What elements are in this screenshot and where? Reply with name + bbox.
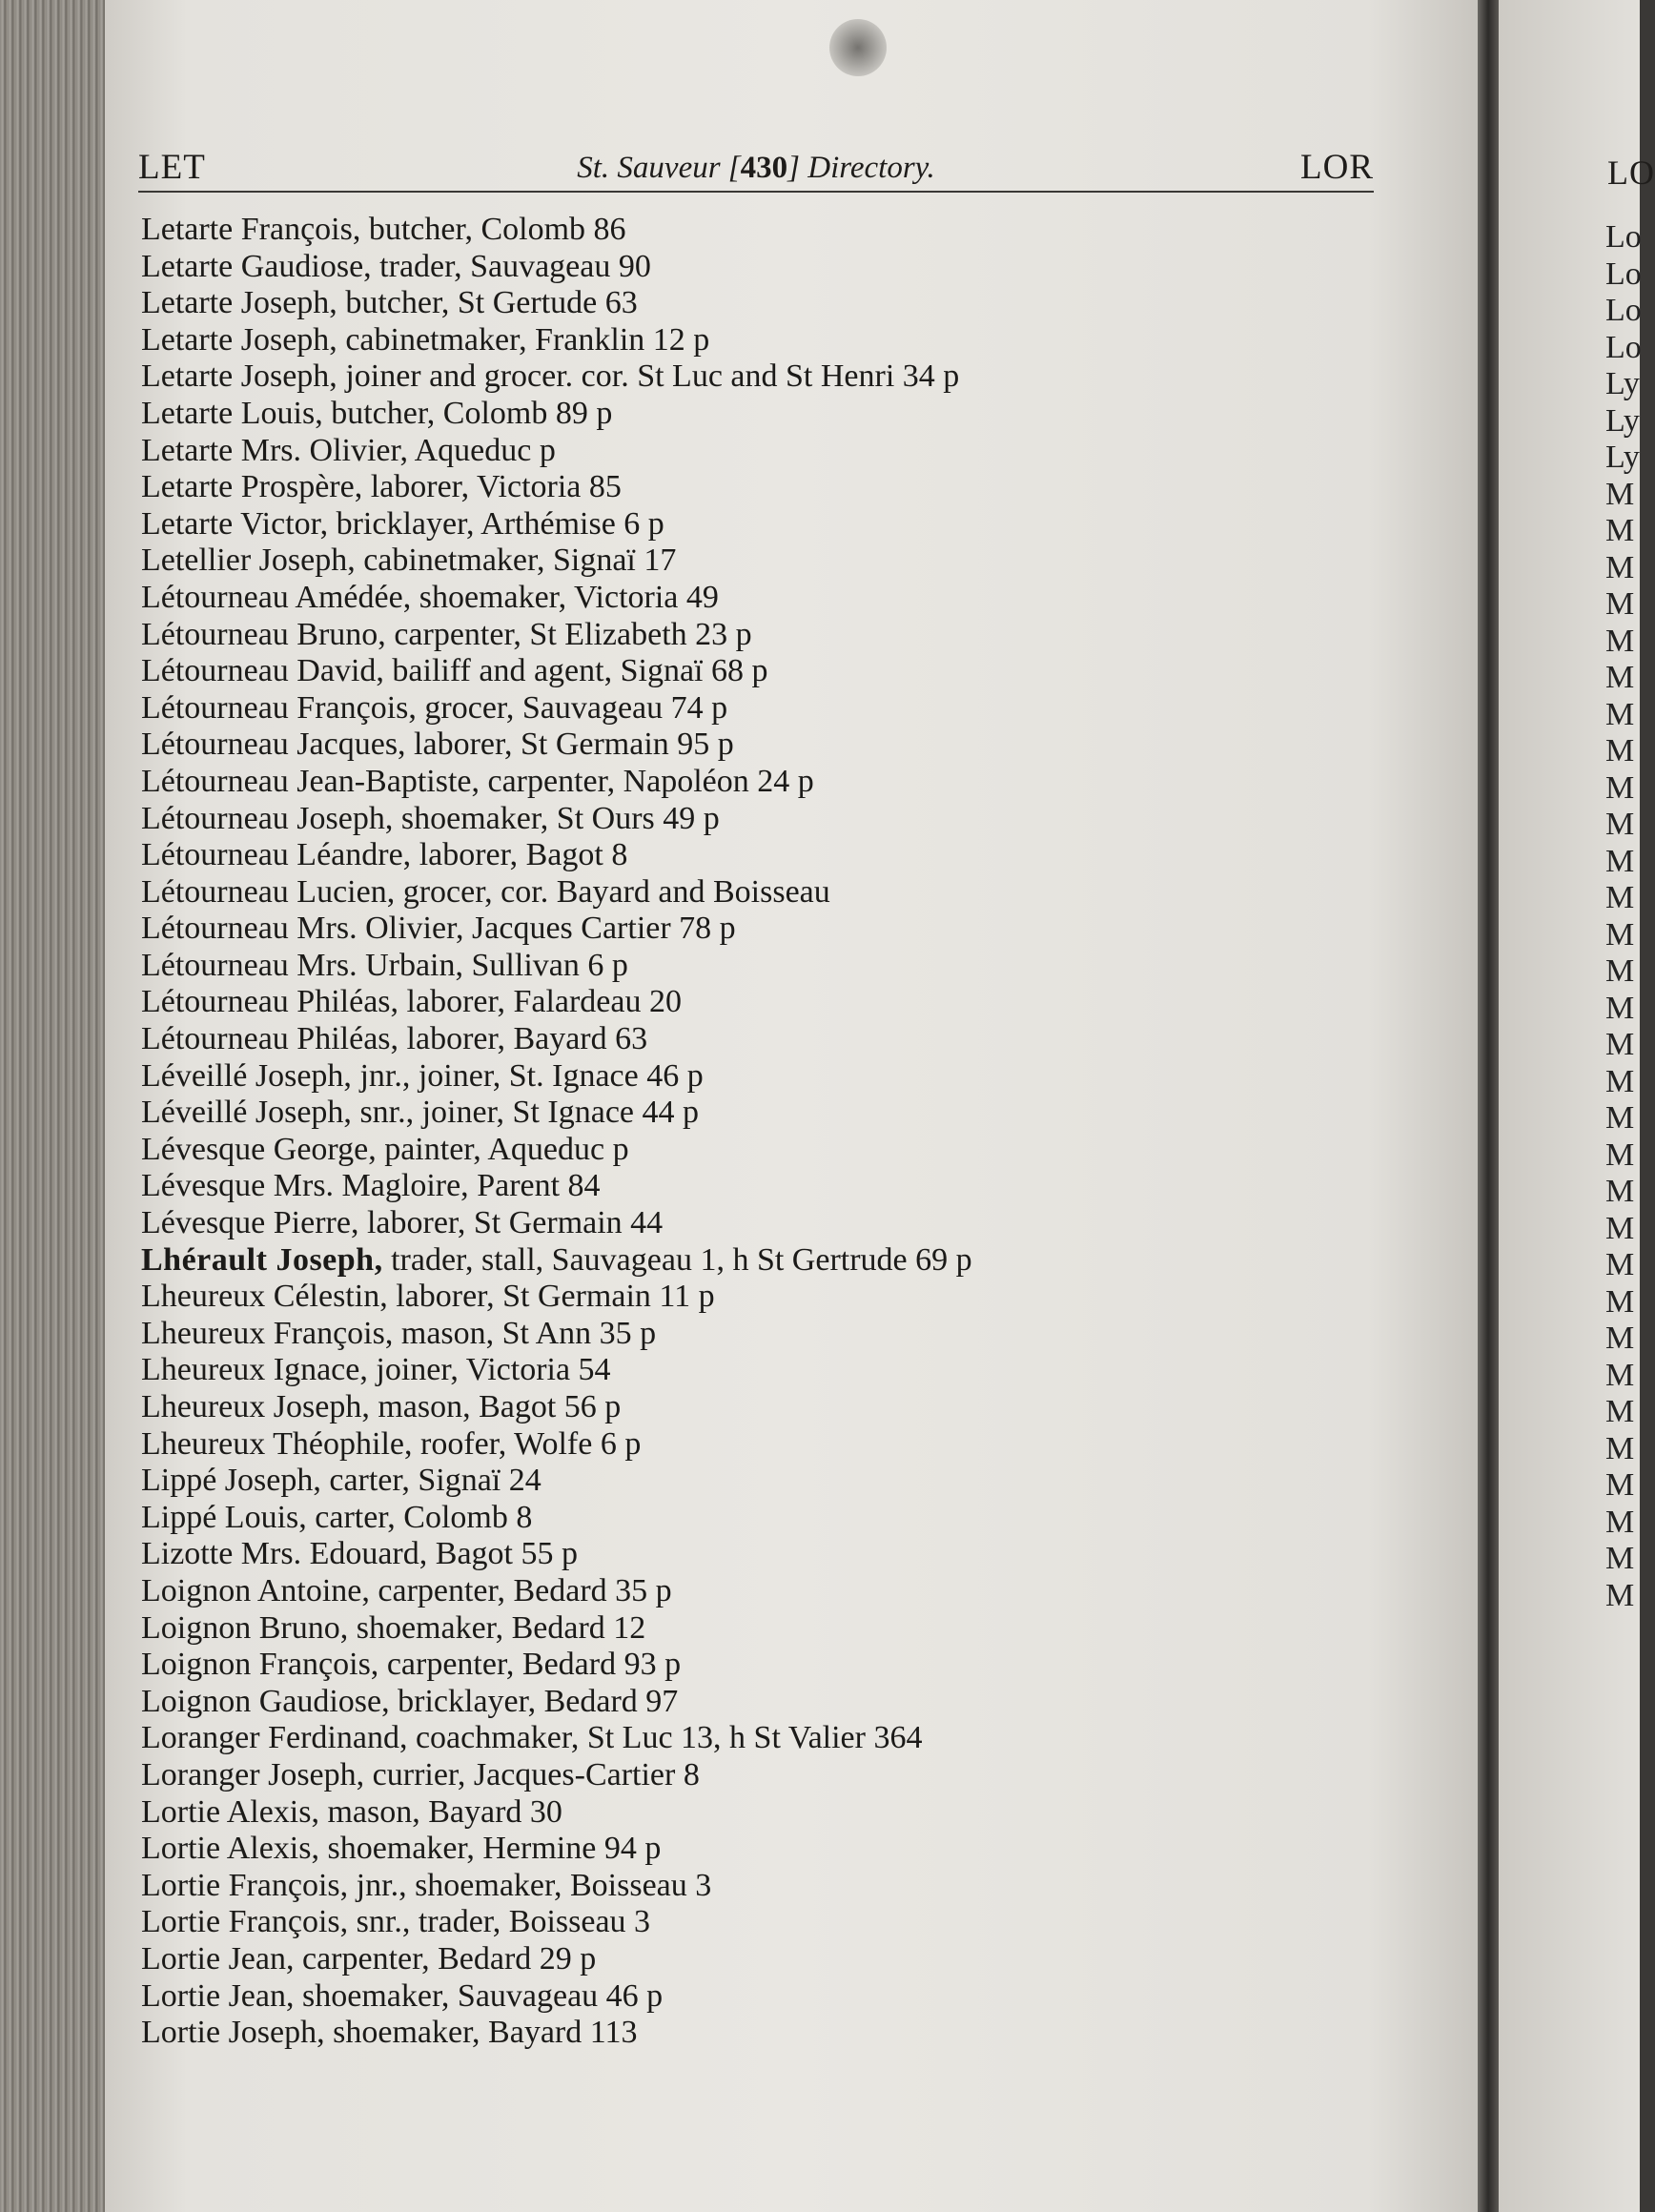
next-page-entries: [1605, 219, 1642, 1614]
entry-name: Létourneau Léandre,: [141, 837, 412, 873]
directory-entry: [141, 1021, 1380, 1058]
directory-entry: [141, 322, 1380, 359]
entry-name: Létourneau Lucien,: [141, 873, 396, 910]
next-page-entry-stub: Lo: [1605, 293, 1642, 328]
entry-details: trader, Sauvageau 90: [371, 248, 651, 284]
next-page-entry-stub: M: [1605, 1247, 1635, 1282]
entry-name: Lheureux Ignace,: [141, 1352, 368, 1388]
directory-entry: [141, 1389, 1380, 1426]
directory-entry: [141, 1095, 1380, 1132]
next-page-entry-stub: M: [1605, 660, 1635, 695]
next-page-entry-stub: M: [1605, 1137, 1635, 1173]
entry-details: grocer, cor. Bayard and Boisseau: [395, 873, 830, 910]
directory-entry: [141, 911, 1380, 948]
next-page-entry-stub: M: [1605, 1467, 1635, 1503]
directory-entry: [141, 580, 1380, 617]
entry-details: roofer, Wolfe 6 p: [412, 1425, 642, 1462]
next-page-entry-stub: M: [1605, 1577, 1635, 1613]
next-page-entry-stub: M: [1605, 1100, 1635, 1136]
entry-details: shoemaker, St Ours 49 p: [393, 800, 720, 836]
directory-entry: [141, 396, 1380, 433]
entry-details: Sullivan 6 p: [463, 947, 628, 983]
next-page-entry-stub: M: [1605, 1027, 1635, 1062]
entry-name: Létourneau Philéas,: [141, 1021, 399, 1057]
entry-name: Léveillé Joseph,: [141, 1057, 352, 1094]
entry-details: laborer, Falardeau 20: [398, 984, 682, 1020]
entry-details: shoemaker, Sauvageau 46 p: [294, 1977, 664, 2014]
entry-details: carpenter, Bedard 93 p: [378, 1647, 682, 1683]
entry-details: laborer, Victoria 85: [362, 469, 622, 505]
directory-entry: [141, 1352, 1380, 1389]
entry-name: Lortie François,: [141, 1867, 349, 1903]
directory-entry: [141, 212, 1380, 249]
entry-details: snr., joiner, St Ignace 44 p: [351, 1095, 700, 1131]
entry-name: Léveillé Joseph,: [141, 1095, 352, 1131]
entry-name: Letarte François,: [141, 212, 361, 247]
entry-name: Létourneau Joseph,: [141, 800, 394, 836]
directory-entry: [141, 1941, 1380, 1978]
header-title: [138, 151, 1374, 186]
entry-name: Lévesque George,: [141, 1131, 377, 1167]
entry-name: Lheureux Joseph,: [141, 1389, 370, 1424]
entry-details: Jacques Cartier 78 p: [463, 911, 736, 947]
next-page-entry-stub: M: [1605, 1504, 1635, 1540]
directory-entry: [141, 874, 1380, 911]
directory-entry: [141, 617, 1380, 654]
entry-name: Lizotte Mrs. Edouard,: [141, 1536, 428, 1572]
directory-entry: [141, 727, 1380, 764]
directory-entry: [141, 285, 1380, 322]
entry-name: Letellier Joseph,: [141, 543, 356, 579]
directory-entry: [141, 1684, 1380, 1721]
next-page-entry-stub: M: [1605, 1321, 1635, 1356]
entry-details: Bagot 55 p: [427, 1536, 578, 1572]
next-page-entry-stub: M: [1605, 623, 1635, 659]
next-page-entry-stub: Ly: [1605, 366, 1640, 401]
entry-name: Létourneau Jacques,: [141, 727, 406, 763]
entry-name: Létourneau Jean-Baptiste,: [141, 763, 480, 799]
entry-name: Lheureux Théophile,: [141, 1425, 413, 1462]
directory-entry: [141, 1647, 1380, 1684]
directory-entry: [141, 764, 1380, 801]
next-page-entry-stub: M: [1605, 1430, 1635, 1466]
next-page-entry-stub: M: [1605, 843, 1635, 879]
entry-details: mason, Bayard 30: [318, 1793, 562, 1830]
header-left-guide: LET: [138, 148, 206, 187]
entry-details: laborer, Bayard 63: [398, 1021, 648, 1057]
entry-name: Lévesque Pierre,: [141, 1205, 359, 1241]
directory-entry: [141, 433, 1380, 470]
directory-entry: [141, 837, 1380, 874]
entry-name: Lhérault Joseph,: [141, 1241, 383, 1278]
next-page-header: LO: [1607, 154, 1655, 192]
directory-entry: [141, 1279, 1380, 1316]
entry-details: jnr., shoemaker, Boisseau 3: [348, 1867, 712, 1903]
directory-entry: [141, 948, 1380, 985]
directory-entry: [141, 1205, 1380, 1242]
entry-details: painter, Aqueduc p: [376, 1131, 629, 1167]
entry-details: carpenter, Napoléon 24 p: [479, 763, 814, 799]
entry-details: bricklayer, Arthémise 6 p: [328, 505, 664, 542]
book-page-edges: [0, 0, 105, 2212]
entry-name: Letarte Gaudiose,: [141, 248, 372, 284]
entry-details: joiner and grocer. cor. St Luc and St Henri 34 p: [337, 358, 960, 395]
header-title-prefix: St. Sauveur [: [577, 151, 741, 185]
entry-details: bricklayer, Bedard 97: [389, 1683, 679, 1719]
next-page-entry-stub: M: [1605, 586, 1635, 622]
directory-entry: [141, 1904, 1380, 1941]
entry-name: Letarte Louis,: [141, 395, 323, 431]
entry-details: laborer, St Germain 95 p: [405, 727, 734, 763]
directory-entry: [141, 543, 1380, 580]
entry-name: Letarte Victor,: [141, 505, 329, 542]
entry-name: Loignon François,: [141, 1647, 379, 1683]
entry-details: laborer, St Germain 44: [358, 1205, 664, 1241]
entry-details: mason, St Ann 35 p: [393, 1315, 657, 1351]
entry-name: Letarte Joseph,: [141, 358, 337, 395]
entry-details: joiner, Victoria 54: [367, 1352, 611, 1388]
entry-details: Aqueduc p: [408, 432, 556, 468]
entry-name: Létourneau Philéas,: [141, 984, 399, 1020]
entry-name: Loignon Antoine,: [141, 1572, 370, 1608]
next-page-entry-stub: M: [1605, 696, 1635, 732]
entry-details: butcher, Colomb 86: [360, 212, 626, 247]
directory-entry: [141, 1978, 1380, 2016]
entry-details: laborer, Bagot 8: [411, 837, 628, 873]
directory-entry: [141, 801, 1380, 838]
entry-name: Létourneau François,: [141, 689, 417, 726]
entry-name: Letarte Mrs. Olivier,: [141, 432, 408, 468]
entry-name: Loranger Ferdinand,: [141, 1720, 408, 1756]
directory-entry: [141, 358, 1380, 396]
directory-entry: [141, 1132, 1380, 1169]
entry-details: shoemaker, Bedard 12: [348, 1609, 646, 1646]
entry-details: coachmaker, St Luc 13, h St Valier 364: [407, 1720, 923, 1756]
entry-name: Létourneau David,: [141, 653, 384, 689]
entry-details: currier, Jacques-Cartier 8: [364, 1756, 700, 1792]
entry-name: Lheureux François,: [141, 1315, 394, 1351]
next-page-entry-stub: M: [1605, 476, 1635, 512]
next-page-entry-stub: Lo: [1605, 256, 1642, 292]
entry-name: Létourneau Mrs. Urbain,: [141, 947, 464, 983]
entry-name: Letarte Prospère,: [141, 469, 363, 505]
directory-entry: [141, 984, 1380, 1021]
next-page-entry-stub: M: [1605, 733, 1635, 768]
entry-name: Loignon Bruno,: [141, 1609, 349, 1646]
directory-entry: [141, 1573, 1380, 1610]
next-page-sliver: [1499, 0, 1655, 2212]
directory-entry: [141, 690, 1380, 727]
entry-details: laborer, St Germain 11 p: [387, 1279, 715, 1315]
entry-name: Lheureux Célestin,: [141, 1279, 388, 1315]
next-page-entry-stub: M: [1605, 953, 1635, 989]
entry-name: Lortie Joseph,: [141, 2015, 325, 2051]
entry-name: Lortie Jean,: [141, 1940, 295, 1976]
next-page-entry-stub: M: [1605, 1283, 1635, 1320]
entry-details: cabinetmaker, Signaï 17: [355, 543, 677, 579]
entry-name: Létourneau Bruno,: [141, 616, 386, 652]
next-page-entry-stub: M: [1605, 513, 1635, 548]
directory-entry: [141, 249, 1380, 286]
next-page-entry-stub: Lo: [1605, 219, 1642, 255]
entry-details: Parent 84: [468, 1168, 601, 1204]
entry-name: Letarte Joseph,: [141, 321, 337, 358]
directory-entry: [141, 1426, 1380, 1464]
next-page-entry-stub: M: [1605, 880, 1635, 915]
entry-details: carpenter, Bedard 29 p: [294, 1940, 597, 1976]
directory-entry: [141, 1242, 1380, 1280]
directory-entry: [141, 1316, 1380, 1353]
directory-entry: [141, 1794, 1380, 1832]
directory-entry: [141, 1463, 1380, 1500]
directory-entry: [141, 1536, 1380, 1573]
next-page-entry-stub: Ly: [1605, 440, 1640, 475]
entry-details: shoemaker, Bayard 113: [324, 2015, 638, 2051]
next-page-entry-stub: M: [1605, 769, 1635, 806]
entry-name: Loignon Gaudiose,: [141, 1683, 390, 1719]
directory-entry: [141, 1168, 1380, 1205]
next-page-entry-stub: M: [1605, 916, 1635, 952]
header-title-suffix: ] Directory.: [787, 151, 935, 185]
entry-details: mason, Bagot 56 p: [369, 1389, 622, 1424]
entry-name: Letarte Joseph,: [141, 285, 337, 321]
book-gutter: [1478, 0, 1499, 2212]
entry-details: carter, Signaï 24: [320, 1463, 541, 1499]
next-page-entry-stub: M: [1605, 807, 1635, 842]
directory-entry: [141, 506, 1380, 543]
directory-entry: [141, 653, 1380, 690]
entry-name: Lippé Louis,: [141, 1499, 307, 1535]
next-page-entry-stub: Lo: [1605, 329, 1642, 365]
entry-details: grocer, Sauvageau 74 p: [416, 689, 728, 726]
directory-entry: [141, 1868, 1380, 1905]
entry-name: Lortie Alexis,: [141, 1793, 319, 1830]
page-number: 430: [740, 151, 788, 185]
entry-details: snr., trader, Boisseau 3: [348, 1904, 651, 1940]
entry-details: carpenter, Bedard 35 p: [369, 1572, 672, 1608]
entry-name: Lippé Joseph,: [141, 1463, 321, 1499]
entry-details: shoemaker, Hermine 94 p: [318, 1831, 662, 1867]
next-page-entry-stub: M: [1605, 1174, 1635, 1209]
next-page-entry-stub: M: [1605, 1063, 1635, 1099]
entry-details: carpenter, St Elizabeth 23 p: [385, 616, 752, 652]
entry-name: Lortie François,: [141, 1904, 349, 1940]
next-page-entry-stub: M: [1605, 990, 1635, 1026]
directory-entries: [141, 212, 1380, 2052]
entry-details: butcher, Colomb 89 p: [322, 395, 613, 431]
entry-name: Lévesque Mrs. Magloire,: [141, 1168, 469, 1204]
next-page-entry-stub: M: [1605, 1394, 1635, 1429]
next-page-entry-stub: Ly: [1605, 402, 1640, 439]
directory-entry: [141, 469, 1380, 506]
entry-details: carter, Colomb 8: [306, 1499, 533, 1535]
entry-details: butcher, St Gertude 63: [337, 285, 638, 321]
next-page-entry-stub: M: [1605, 549, 1635, 585]
directory-entry: [141, 1831, 1380, 1868]
entry-details: trader, stall, Sauvageau 1, h St Gertrude 69 p: [382, 1241, 972, 1278]
directory-entry: [141, 1610, 1380, 1648]
entry-name: Létourneau Mrs. Olivier,: [141, 911, 464, 947]
next-page-entry-stub: M: [1605, 1357, 1635, 1393]
next-page-entry-stub: M: [1605, 1541, 1635, 1576]
ink-smudge: [829, 19, 887, 76]
next-page-entry-stub: M: [1605, 1210, 1635, 1246]
entry-details: bailiff and agent, Signaï 68 p: [383, 653, 768, 689]
entry-name: Lortie Jean,: [141, 1977, 295, 2014]
directory-entry: [141, 1720, 1380, 1757]
header-right-guide: LOR: [1300, 148, 1374, 187]
entry-details: shoemaker, Victoria 49: [411, 579, 719, 615]
entry-name: Lortie Alexis,: [141, 1831, 319, 1867]
running-header: [138, 147, 1374, 193]
entry-details: cabinetmaker, Franklin 12 p: [337, 321, 710, 358]
directory-entry: [141, 1757, 1380, 1794]
directory-entry: [141, 1058, 1380, 1096]
entry-name: Loranger Joseph,: [141, 1756, 365, 1792]
directory-entry: [141, 2015, 1380, 2052]
directory-entry: [141, 1500, 1380, 1537]
entry-details: jnr., joiner, St. Ignace 46 p: [351, 1057, 704, 1094]
entry-name: Létourneau Amédée,: [141, 579, 412, 615]
